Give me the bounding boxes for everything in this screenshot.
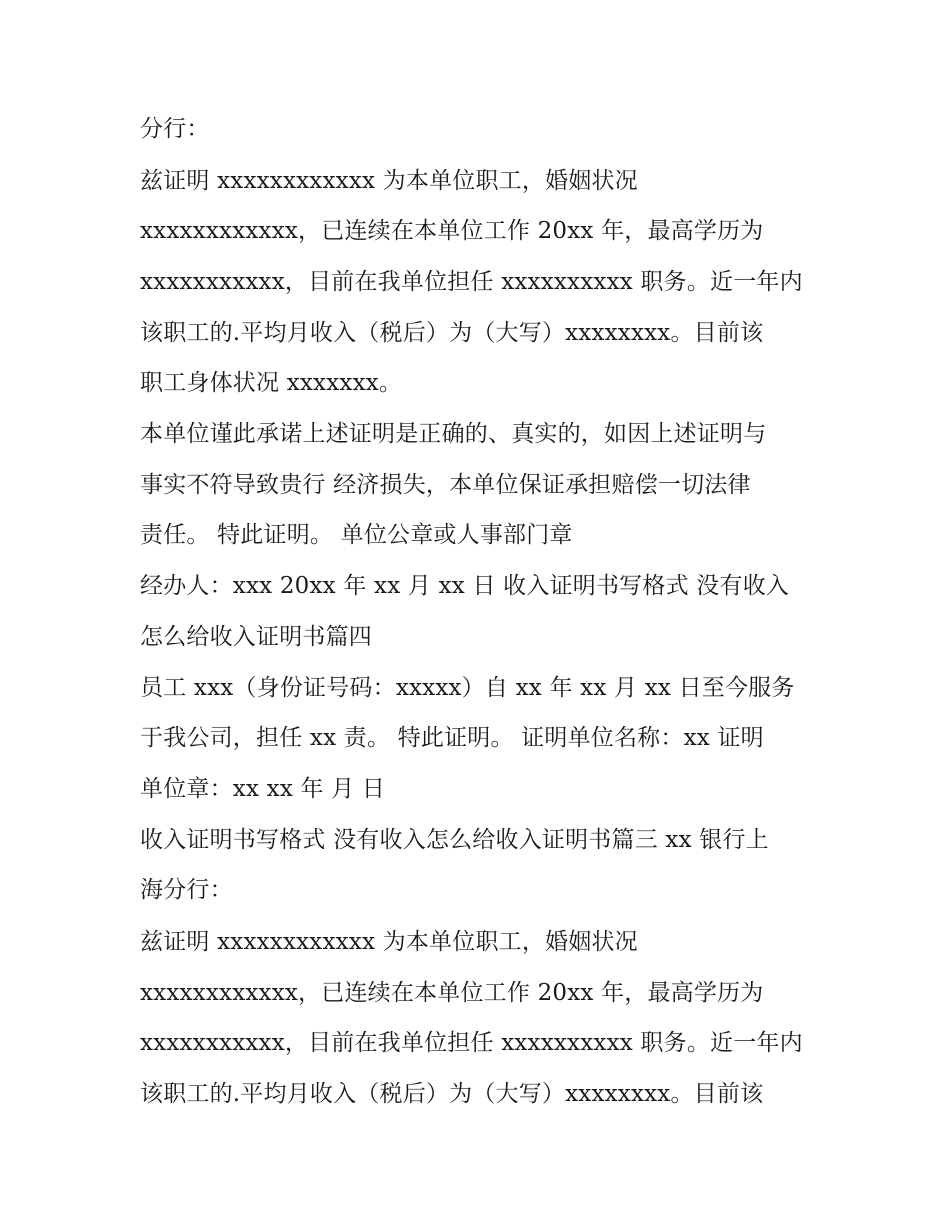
text-line: 怎么给收入证明书篇四	[140, 624, 372, 650]
text-line: 该职工的.平均月收入（税后）为（大写）xxxxxxxx。目前该	[140, 1081, 764, 1107]
text-line: 兹证明 xxxxxxxxxxxx 为本单位职工，婚姻状况	[140, 168, 638, 194]
text-line: 兹证明 xxxxxxxxxxxx 为本单位职工，婚姻状况	[140, 929, 638, 955]
text-line: 海分行：	[140, 877, 233, 903]
text-line: 收入证明书写格式 没有收入怎么给收入证明书篇三 xx 银行上	[140, 827, 769, 853]
text-line: 职工身体状况 xxxxxxx。	[140, 370, 403, 396]
text-line: 事实不符导致贵行 经济损失，本单位保证承担赔偿一切法律	[140, 472, 751, 498]
text-line: xxxxxxxxxxxx，已连续在本单位工作 20xx 年，最高学历为	[140, 980, 764, 1006]
text-line: 于我公司，担任 xx 责。 特此证明。 证明单位名称：xx 证明	[140, 725, 764, 751]
text-line: 责任。 特此证明。 单位公章或人事部门章	[140, 522, 573, 548]
text-line: 本单位谨此承诺上述证明是正确的、真实的，如因上述证明与	[140, 421, 767, 447]
text-line: 单位章：xx xx 年 月 日	[140, 776, 386, 802]
text-line: xxxxxxxxxxx，目前在我单位担任 xxxxxxxxxx 职务。近一年内	[140, 1030, 803, 1056]
text-line: xxxxxxxxxxx，目前在我单位担任 xxxxxxxxxx 职务。近一年内	[140, 269, 803, 295]
text-line: 分行：	[140, 116, 210, 142]
text-line: 员工 xxx（身份证号码：xxxxx）自 xx 年 xx 月 xx 日至今服务	[140, 675, 795, 701]
text-line: 该职工的.平均月收入（税后）为（大写）xxxxxxxx。目前该	[140, 320, 764, 346]
text-line: 经办人：xxx 20xx 年 xx 月 xx 日 收入证明书写格式 没有收入	[140, 573, 790, 599]
text-line: xxxxxxxxxxxx，已连续在本单位工作 20xx 年，最高学历为	[140, 218, 764, 244]
